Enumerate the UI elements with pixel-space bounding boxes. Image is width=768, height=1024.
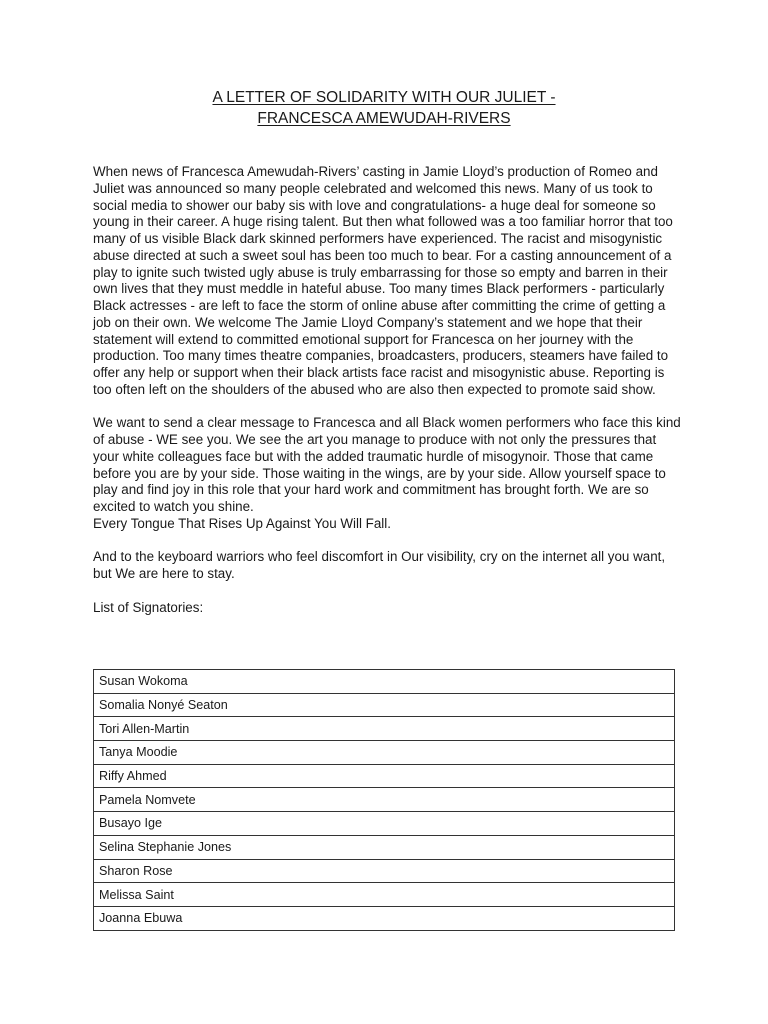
signatory-name: Sharon Rose	[94, 859, 675, 883]
letter-title	[93, 87, 675, 129]
signatory-name: Tanya Moodie	[94, 741, 675, 765]
signatory-name: Selina Stephanie Jones	[94, 835, 675, 859]
table-row	[94, 835, 675, 859]
table-row	[94, 764, 675, 788]
table-row	[94, 812, 675, 836]
signatory-name: Joanna Ebuwa	[94, 906, 675, 930]
paragraph-message-to-francesca: We want to send a clear message to Francesca and all Black women performers who face this kind of abuse - WE see you. We see the art you manage to produce with not only the pressures that your white colleagues face but with the added traumatic hurdle of misogynoir. Those that came before you are by your side. Those waiting in the wings, are by your side. Allow yourself space to play and find joy in this role that your hard work and commitment has brought forth. We are so excited to watch you shine. Every Tongue That Rises Up Against You Will Fall.	[93, 415, 681, 531]
table-row	[94, 788, 675, 812]
table-row	[94, 906, 675, 930]
signatory-name: Susan Wokoma	[94, 670, 675, 694]
signatories-heading: List of Signatories:	[93, 599, 204, 615]
signatory-name: Melissa Saint	[94, 883, 675, 907]
title-line-2: FRANCESCA AMEWUDAH-RIVERS	[257, 110, 511, 127]
signatory-name: Tori Allen-Martin	[94, 717, 675, 741]
paragraph-keyboard-warriors: And to the keyboard warriors who feel discomfort in Our visibility, cry on the internet all you want, but We are here to stay.	[93, 549, 666, 581]
table-row	[94, 859, 675, 883]
signatory-name: Busayo Ige	[94, 812, 675, 836]
table-row	[94, 717, 675, 741]
table-row	[94, 883, 675, 907]
title-line-1: A LETTER OF SOLIDARITY WITH OUR JULIET -	[212, 89, 556, 106]
signatory-name: Riffy Ahmed	[94, 764, 675, 788]
table-row	[94, 693, 675, 717]
table-row	[94, 741, 675, 765]
table-row	[94, 670, 675, 694]
paragraph-casting-news: When news of Francesca Amewudah-Rivers’ casting in Jamie Lloyd’s production of Romeo and Juliet was announced so many people celebrated and welcomed this news. Many of us took to social media to shower our baby sis with love and congratulations- a huge deal for someone so young in their career. A huge rising talent. But then what followed was a too familiar horror that too many of us visible Black dark skinned performers have experienced. The racist and misogynistic abuse directed at such a sweet soul has been too much to bear. For a casting announcement of a play to ignite such twisted ugly abuse is truly embarrassing for those so empty and barren in their own lives that they must meddle in hateful abuse. Too many times Black performers - particularly Black actresses - are left to face the storm of online abuse after committing the crime of getting a job on their own. We welcome The Jamie Lloyd Company’s statement and we hope that their statement will extend to committed emotional support for Francesca on her journey with the production. Too many times theatre companies, broadcasters, producers, steamers have failed to offer any help or support when their black artists face racist and misogynistic abuse. Reporting is too often left on the shoulders of the abused who are also then expected to promote said show.	[93, 164, 673, 397]
signatory-name: Somalia Nonyé Seaton	[94, 693, 675, 717]
signatory-name: Pamela Nomvete	[94, 788, 675, 812]
letter-body	[93, 164, 683, 633]
signatories-table	[93, 669, 675, 931]
